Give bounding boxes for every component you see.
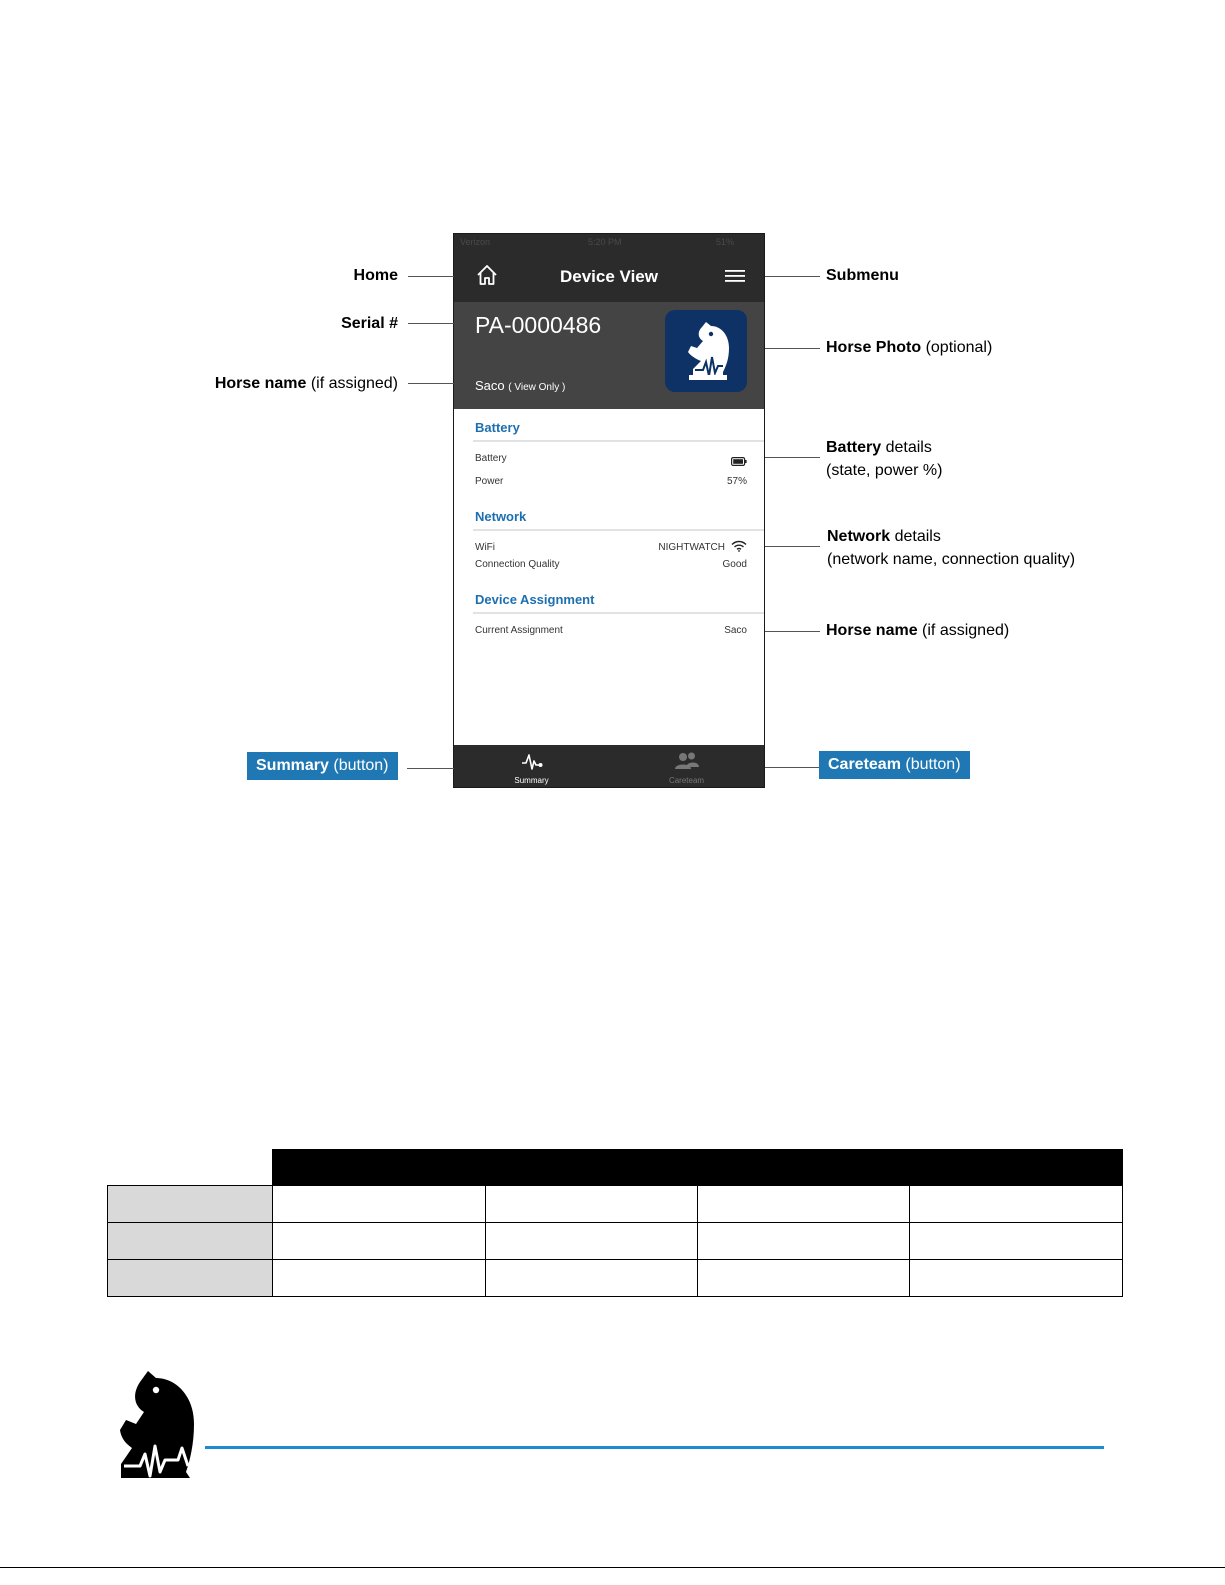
callout-line-1 [827,525,1075,548]
leader-line [408,383,454,384]
callout-rest: (button) [328,757,389,774]
status-battery: 51% [716,237,735,247]
callout-line-1 [826,436,942,459]
callout-bold: Network [827,528,891,545]
leader-line [765,546,820,547]
callout-rest: (optional) [921,339,993,356]
callout-line-2: (network name, connection quality) [827,551,1076,568]
wifi-signal [731,539,747,557]
callout-summary-button [247,752,398,780]
battery-label: Battery [475,453,507,464]
hamburger-menu-icon [724,265,746,287]
tab-bar [454,745,764,788]
divider [473,612,765,614]
callout-rest: (button) [900,756,961,773]
callout-horse-photo [826,339,992,357]
footer-logo [118,1368,196,1480]
battery-full-icon [731,457,747,466]
callout-bold: Battery [826,439,882,456]
callout-line-2: (state, power %) [826,462,943,479]
table-cell [485,1185,699,1223]
leader-line [765,348,820,349]
table-cell [909,1259,1123,1297]
callout-network [827,525,1075,571]
device-header [454,302,764,409]
view-only-note: ( View Only ) [508,382,566,393]
callout-horse-name-right [826,622,1009,640]
network-section-title: Network [475,509,527,524]
leader-line [765,767,819,768]
assignment-section-title: Device Assignment [475,592,595,607]
callout-bold: Summary [256,757,329,774]
tab-careteam[interactable] [609,745,764,788]
table-cell [272,1222,486,1260]
callout-bold: Horse name [826,622,918,639]
callout-rest: details [881,439,932,456]
callout-bold: Careteam [828,756,901,773]
battery-state [731,453,747,471]
horse-name-text: Saco [475,378,505,393]
table-cell [697,1259,911,1297]
connection-quality-label: Connection Quality [475,559,560,570]
connection-quality-value: Good [722,559,747,570]
callout-rest: (if assigned) [917,622,1010,639]
callout-careteam-button [819,751,970,779]
people-icon [674,751,700,771]
status-time: 5:20 PM [588,237,622,247]
footer-rule [205,1446,1104,1449]
callout-serial [341,315,398,333]
callout-submenu [826,267,899,285]
table-cell [107,1259,273,1297]
knight-heartbeat-logo-icon [118,1368,196,1480]
tab-careteam-label: Careteam [668,776,705,785]
horse-photo[interactable] [665,310,747,392]
serial-number: PA-0000486 [475,312,602,338]
table-cell [107,1222,273,1260]
page-bottom-rule [0,1567,1225,1568]
page-title: Device View [560,267,658,286]
callout-bold: Horse Photo [826,339,922,356]
home-button[interactable] [474,262,500,288]
leader-line [408,276,454,277]
battery-section-title: Battery [475,420,520,435]
callout-serial-text: Serial # [341,315,398,332]
table-cell [107,1185,273,1223]
wifi-icon [731,540,747,552]
table-cell [697,1185,911,1223]
table-cell [697,1222,911,1260]
status-bar [454,234,764,250]
current-assignment-label: Current Assignment [475,625,563,636]
leader-line [407,768,454,769]
pulse-icon [521,752,543,772]
submenu-button[interactable] [724,265,746,287]
leader-line [765,276,820,277]
table-cell [272,1259,486,1297]
callout-submenu-text: Submenu [826,267,899,284]
table-cell [909,1185,1123,1223]
tab-summary[interactable] [454,745,609,788]
divider [473,440,765,442]
divider [473,529,765,531]
callout-home [354,267,398,285]
carrier-label: Verizon [460,237,491,247]
table-cell [909,1222,1123,1260]
leader-line [765,631,820,632]
tab-summary-label: Summary [514,776,549,785]
table-cell [485,1222,699,1260]
table-header-bar [272,1149,1123,1185]
wifi-network-name: NIGHTWATCH [658,542,725,553]
callout-rest: details [890,528,941,545]
power-label: Power [475,476,504,487]
wifi-label: WiFi [475,542,495,553]
leader-line [765,457,820,458]
callout-horse-name-left [215,375,398,393]
callout-bold: Horse name [214,375,307,392]
leader-line [408,323,454,324]
knight-heartbeat-logo-icon [665,310,747,392]
home-icon [474,262,500,288]
phone-screen [453,233,765,788]
table-cell [485,1259,699,1297]
horse-name [475,378,565,393]
app-bar [454,250,764,302]
table-cell [272,1185,486,1223]
current-assignment-value: Saco [724,625,747,636]
power-value: 57% [726,476,747,487]
callout-rest: (if assigned) [306,375,398,392]
callout-battery [826,436,942,482]
callout-home-text: Home [353,267,398,284]
